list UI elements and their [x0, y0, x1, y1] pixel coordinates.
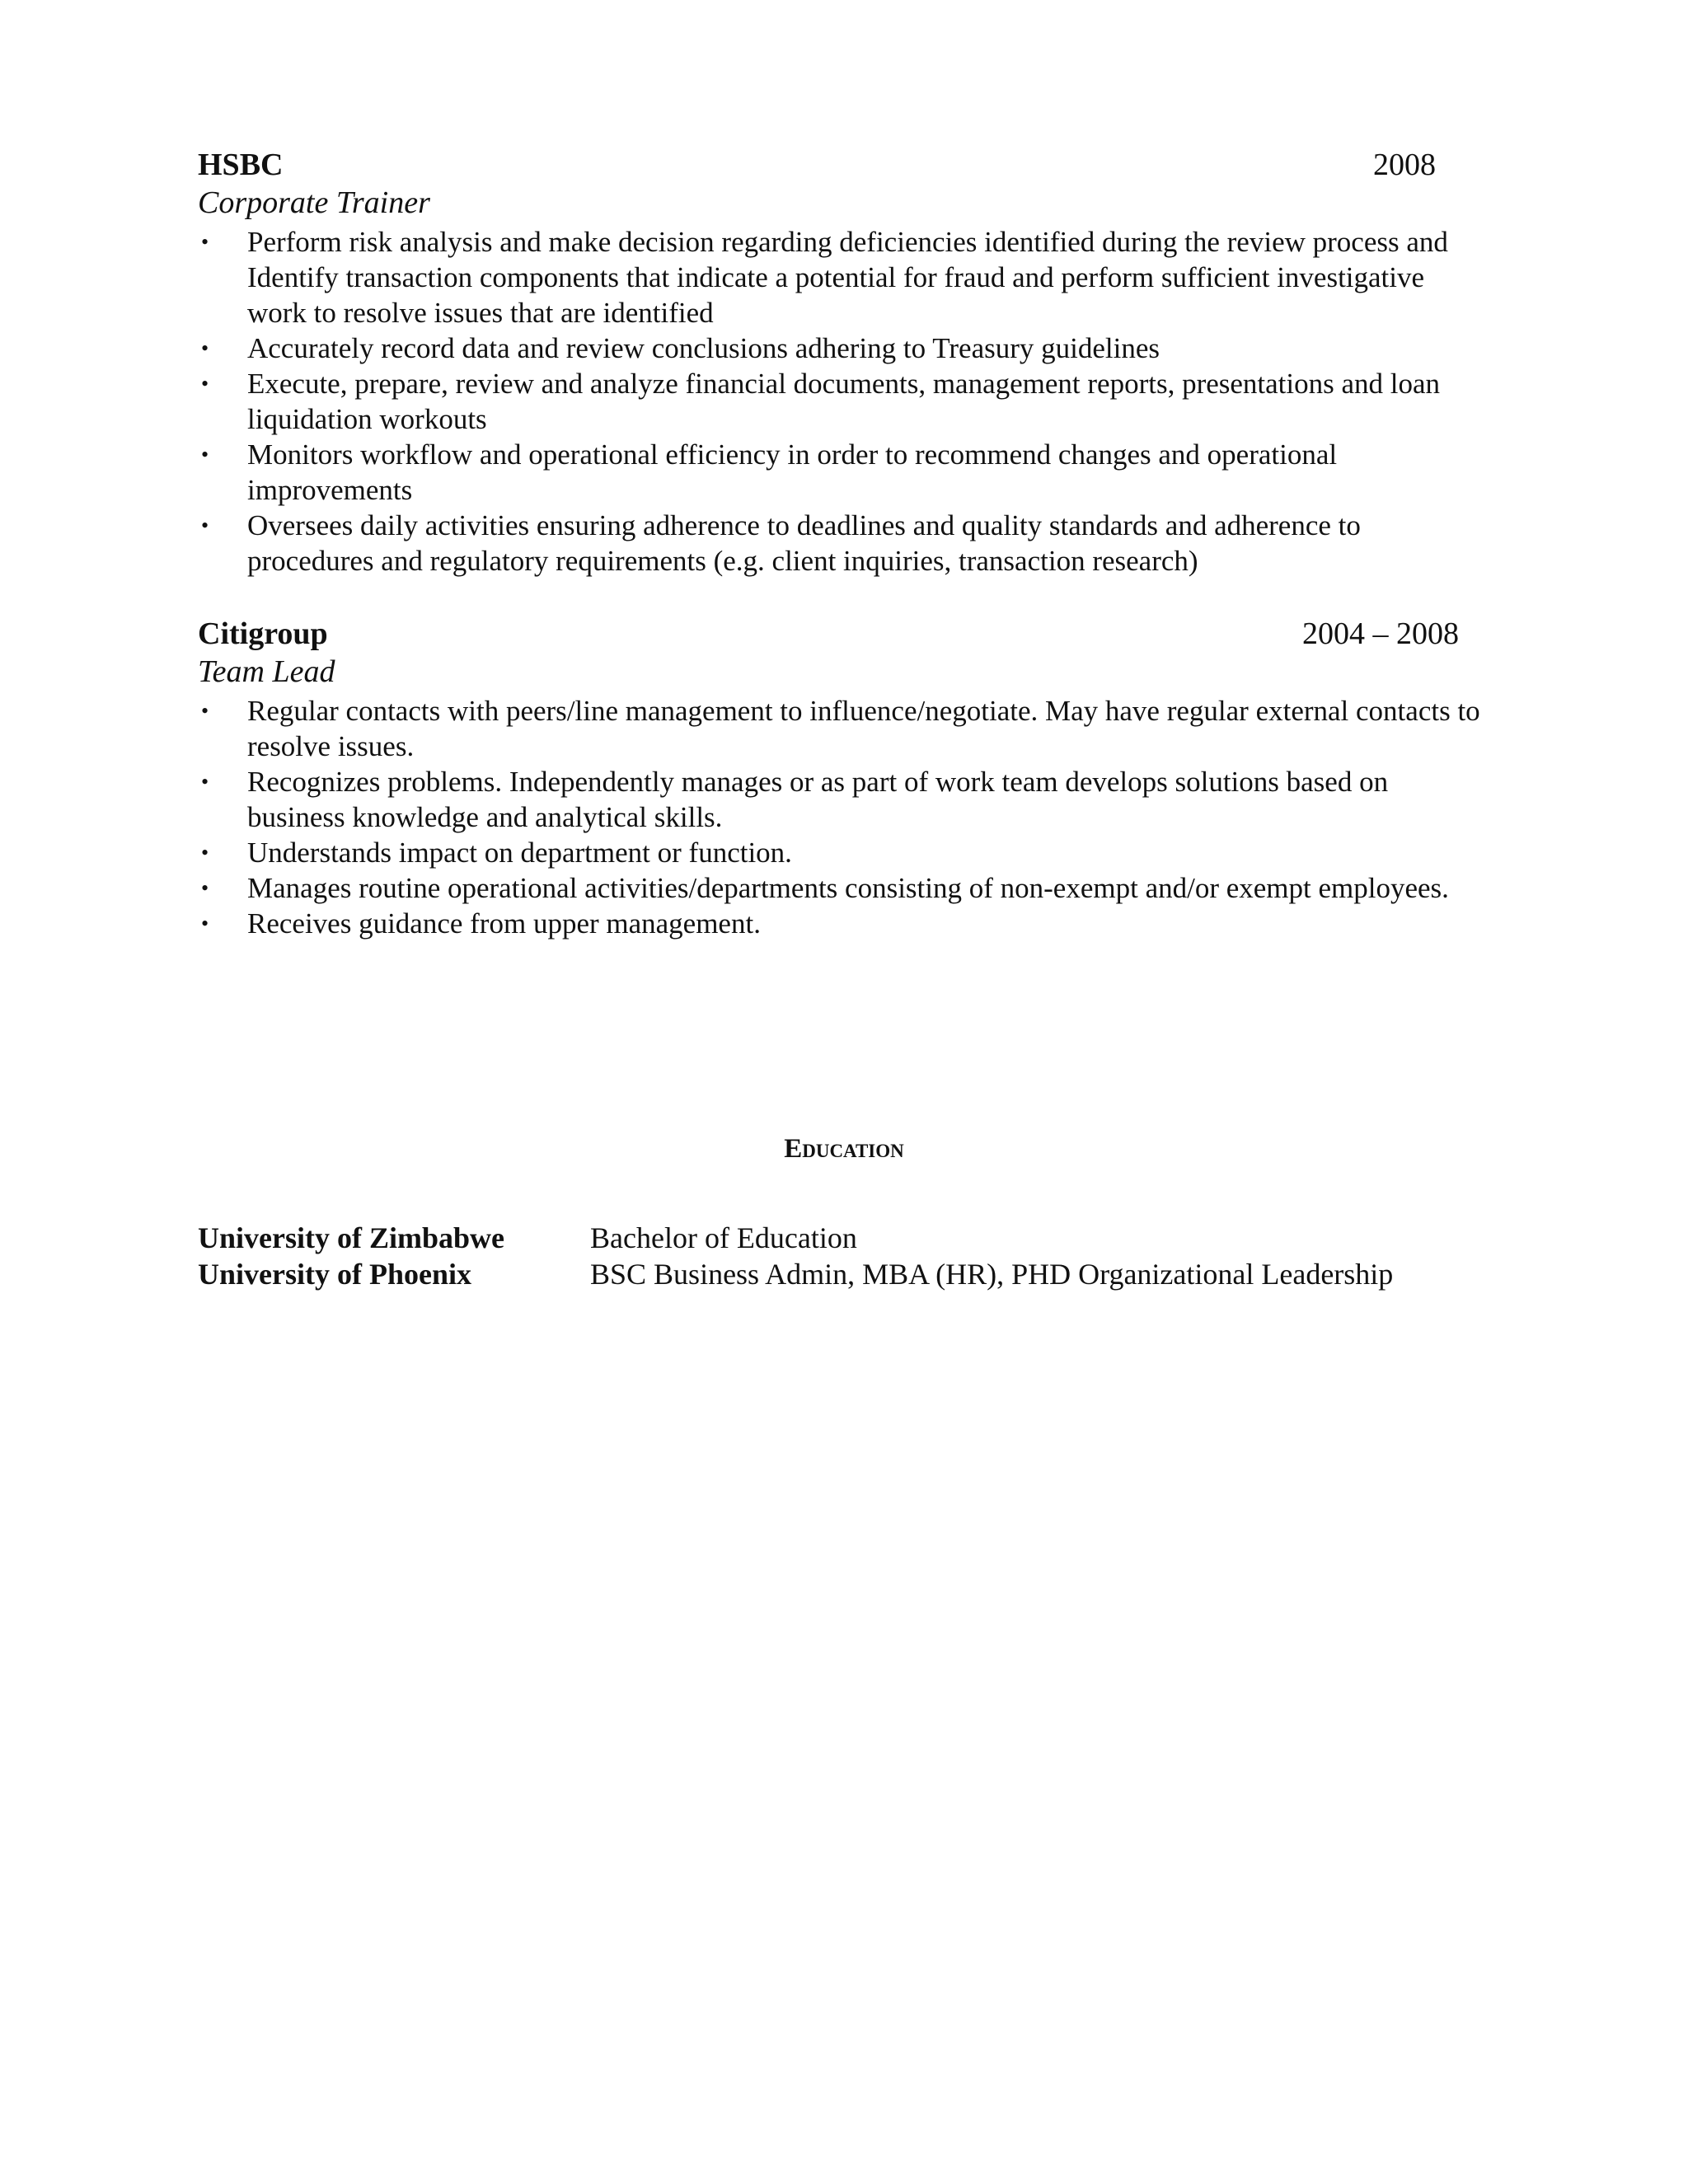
- duty-text: Execute, prepare, review and analyze financial documents, management reports, presentations and loan liquidation workouts: [247, 368, 1441, 435]
- duty-item: [198, 835, 1484, 870]
- education-entry: [198, 1256, 1484, 1292]
- job-dates: 2004 – 2008: [1302, 616, 1459, 651]
- duty-text: Regular contacts with peers/line management to influence/negotiate. May have regular external contacts to resolve issues.: [247, 695, 1480, 762]
- job-header: [198, 145, 1484, 185]
- job-entry-hsbc: [198, 145, 1484, 579]
- job-header: [198, 614, 1484, 654]
- company-name: Citigroup: [198, 616, 328, 651]
- duty-text: Manages routine operational activities/departments consisting of non-exempt and/or exempt employees.: [247, 872, 1449, 904]
- duty-item: [198, 906, 1484, 941]
- education-list: [198, 1220, 1484, 1292]
- duty-text: Recognizes problems. Independently manages or as part of work team develops solutions based on business knowledge and analytical skills.: [247, 766, 1389, 833]
- duty-item: [198, 870, 1484, 906]
- duty-item: [198, 437, 1484, 508]
- education-entry: [198, 1220, 1484, 1256]
- duty-item: [198, 224, 1484, 330]
- duty-text: Understands impact on department or function.: [247, 837, 792, 869]
- duty-text: Receives guidance from upper management.: [247, 907, 761, 940]
- duty-text: Perform risk analysis and make decision regarding deficiencies identified during the review process and Identify transaction components that indicate a potential for fraud and perform sufficient investigative work to resolve issues that are identified: [247, 226, 1448, 329]
- duty-item: [198, 764, 1484, 835]
- bullet-icon: •: [201, 443, 209, 466]
- degree-text: BSC Business Admin, MBA (HR), PHD Organizational Leadership: [590, 1258, 1394, 1291]
- bullet-icon: •: [201, 841, 209, 865]
- bullet-icon: •: [201, 770, 209, 794]
- bullet-icon: •: [201, 372, 209, 396]
- duty-item: [198, 693, 1484, 764]
- degree-text: Bachelor of Education: [590, 1221, 857, 1254]
- school-name: University of Zimbabwe: [198, 1221, 504, 1254]
- bullet-icon: •: [201, 876, 209, 900]
- job-role: Team Lead: [198, 654, 335, 689]
- bullet-icon: •: [201, 336, 209, 360]
- school-name: University of Phoenix: [198, 1258, 471, 1291]
- duties-list: [198, 224, 1484, 579]
- duty-item: [198, 366, 1484, 437]
- bullet-icon: •: [201, 912, 209, 935]
- job-entry-citigroup: [198, 614, 1484, 941]
- duty-text: Monitors workflow and operational efficiency in order to recommend changes and operational improvements: [247, 438, 1338, 506]
- education-heading: [0, 1132, 1688, 1166]
- duty-item: [198, 508, 1484, 579]
- company-name: HSBC: [198, 148, 284, 182]
- duty-text: Accurately record data and review conclusions adhering to Treasury guidelines: [247, 332, 1160, 364]
- duties-list: [198, 693, 1484, 941]
- bullet-icon: •: [201, 513, 209, 537]
- bullet-icon: •: [201, 699, 209, 723]
- duty-item: [198, 330, 1484, 366]
- job-dates: 2008: [1373, 148, 1436, 182]
- education-heading-text: Education: [784, 1134, 904, 1164]
- bullet-icon: •: [201, 230, 209, 254]
- duty-text: Oversees daily activities ensuring adherence to deadlines and quality standards and adherence to procedures and regulatory requirements (e.g. client inquiries, transaction research): [247, 509, 1361, 577]
- job-role: Corporate Trainer: [198, 185, 430, 220]
